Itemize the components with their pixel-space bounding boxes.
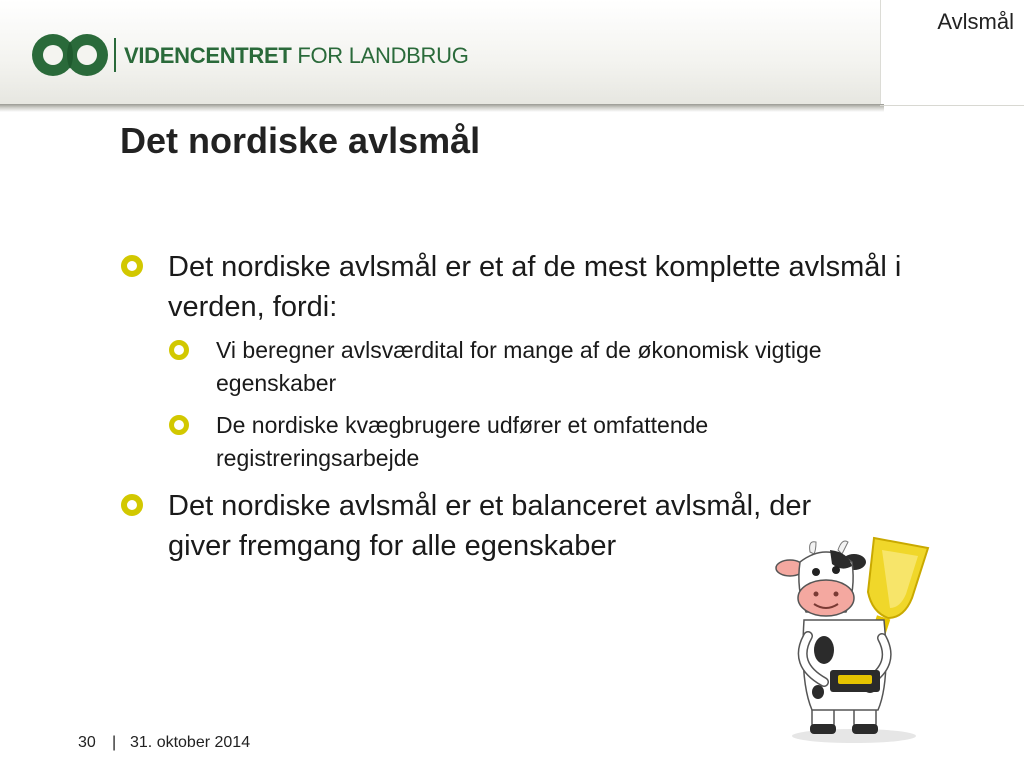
section-label: Avlsmål bbox=[937, 9, 1014, 34]
organization-name-regular: FOR LANDBRUG bbox=[291, 43, 469, 68]
slide-title: Det nordiske avlsmål bbox=[120, 120, 481, 161]
bullet-level1: Det nordiske avlsmål er et af de mest komplette avlsmål i verden, fordi: bbox=[168, 251, 902, 323]
bullet-level2: De nordiske kvægbrugere udfører et omfattende registreringsarbejde bbox=[216, 412, 709, 471]
organization-name bbox=[124, 43, 469, 69]
header-rule bbox=[880, 105, 1024, 106]
cow-trophy-icon bbox=[772, 532, 940, 746]
bullet-level2: Vi beregner avlsværdital for mange af de økonomisk vigtige egenskaber bbox=[216, 337, 822, 396]
sub-bullet-ring-icon bbox=[169, 340, 189, 360]
footer-separator: | bbox=[112, 734, 117, 751]
organization-logo-icon bbox=[30, 32, 110, 78]
organization-name-bold: VIDENCENTRET bbox=[124, 43, 292, 68]
bullet-level1: Det nordiske avlsmål er et balanceret avlsmål, der giver fremgang for alle egenskaber bbox=[168, 490, 812, 562]
sub-bullet-ring-icon bbox=[169, 415, 189, 435]
page-number: 30 bbox=[78, 734, 96, 751]
bullet-ring-icon bbox=[121, 255, 143, 277]
logo-divider bbox=[114, 38, 116, 72]
footer-date: 31. oktober 2014 bbox=[130, 734, 251, 751]
bullet-ring-icon bbox=[121, 494, 143, 516]
header-shadow bbox=[0, 104, 884, 112]
